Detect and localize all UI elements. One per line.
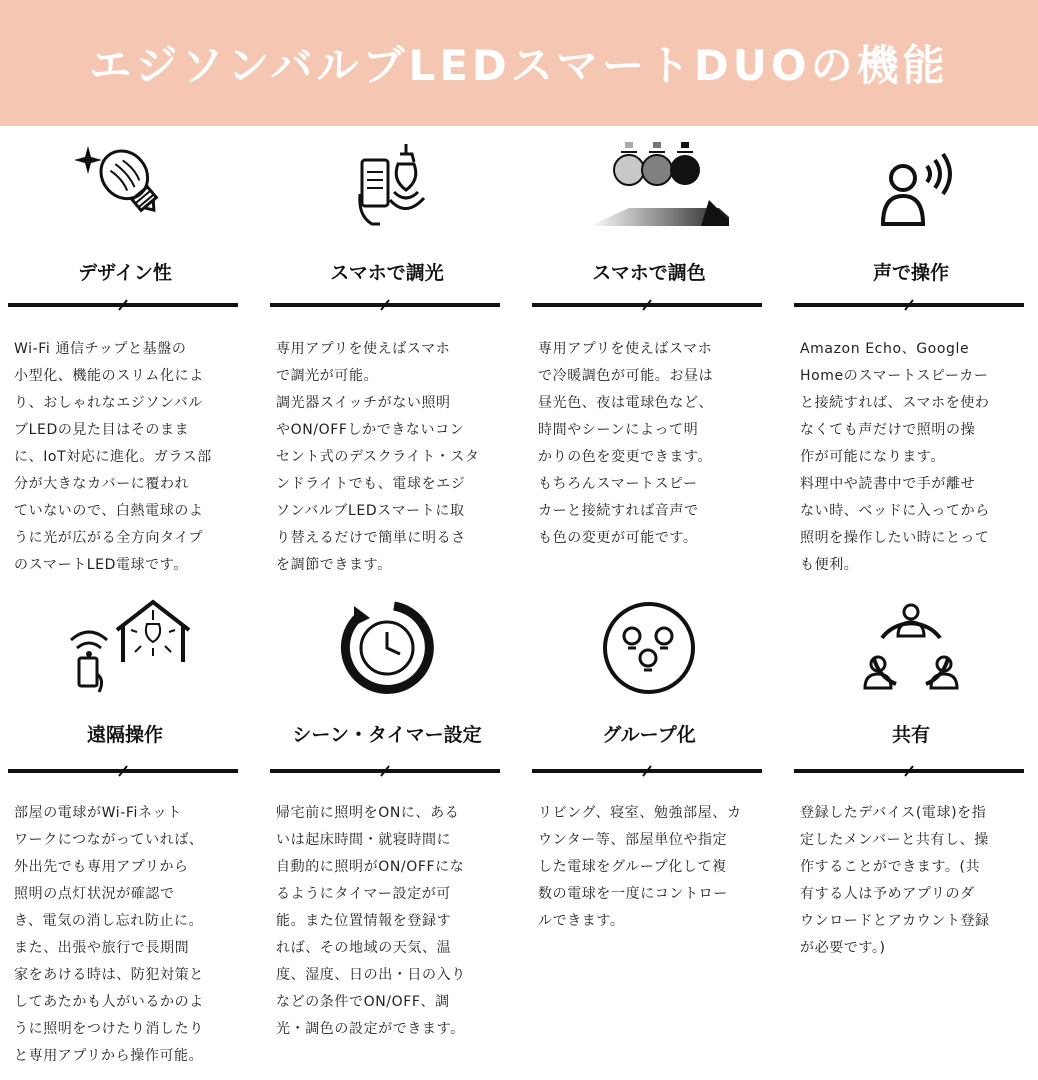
feature-description: 部屋の電球がWi-Fiネット ワークにつながっていれば、 外出先でも専用アプリから 照明の点灯状況が確認で き、電気の消し忘れ防止に。 また、出張や旅行で長期間 家をあける時は、防犯対策と してあたかも人がいるかのよ うに照明をつけたり消したり と専用アプリから操作可能。 <box>14 805 204 1064</box>
feature-title: スマホで調色 <box>592 262 706 284</box>
section-divider <box>8 298 238 312</box>
section-divider <box>8 764 238 778</box>
feature-description: 帰宅前に照明をONに、ある いは起床時間・就寝時間に 自動的に照明がON/OFFにな るようにタイマー設定が可 能。また位置情報を登録す れば、その地域の天気、温 度、湿度、日の出・日の入り などの条件でON/OFF、調 光・調色の設定ができます。 <box>276 805 466 1037</box>
remote-home-wifi-icon <box>14 596 236 706</box>
section-divider <box>794 764 1024 778</box>
feature-description: Amazon Echo、Google Homeのスマートスピーカー と接続すれば、スマホを使わ なくても声だけで照明の操 作が可能になります。 料理中や読書中で手が離せ ない時、ベッドに入ってから 照明を操作したい時にとって も便利。 <box>800 341 990 573</box>
color-bulbs-gradient-icon <box>538 138 760 248</box>
design-bulb-sparkle-icon <box>14 140 236 250</box>
feature-description: 登録したデバイス(電球)を指 定したメンバーと共有し、操 作することができます。(共 有する人は予めアプリのダ ウンロードとアカウント登録 が必要です。) <box>800 805 990 956</box>
feature-description: 専用アプリを使えばスマホ で調光が可能。 調光器スイッチがない照明 やON/OFFしかできないコン セント式のデスクライト・スタ ンドライトでも、電球をエジ ソンバルブLEDスマートに取 り替えるだけで簡単に明るさ を調節できます。 <box>276 341 480 573</box>
feature-description: リビング、寝室、勉強部屋、カ ウンター等、部屋単位や指定 した電球をグループ化して複 数の電球を一度にコントロー ルできます。 <box>538 805 742 929</box>
page-title: エジソンバルブLEDスマートDUOの機能 <box>89 41 949 90</box>
feature-title: デザイン性 <box>78 262 172 284</box>
group-bulbs-icon <box>538 598 760 708</box>
section-divider <box>794 298 1024 312</box>
clock-timer-icon <box>276 598 498 708</box>
section-divider <box>532 764 762 778</box>
voice-control-icon <box>800 144 1022 254</box>
section-divider <box>270 298 500 312</box>
feature-description: 専用アプリを使えばスマホ で冷暖調色が可能。お昼は 昼光色、夜は電球色など、 時間やシーンによって明 かりの色を変更できます。 もちろんスマートスピー カーと接続すれば音声で も色の変更が可能です。 <box>538 341 714 546</box>
feature-title: 声で操作 <box>872 262 949 284</box>
section-divider <box>270 764 500 778</box>
feature-title: 遠隔操作 <box>86 724 163 746</box>
header-banner <box>0 0 1038 126</box>
feature-title: 共有 <box>891 724 930 746</box>
feature-title: シーン・タイマー設定 <box>292 724 482 746</box>
section-divider <box>532 298 762 312</box>
feature-title: スマホで調光 <box>330 262 444 284</box>
feature-title: グループ化 <box>602 724 696 746</box>
smartphone-dimming-icon <box>276 140 498 250</box>
feature-description: Wi-Fi 通信チップと基盤の 小型化、機能のスリム化によ り、おしゃれなエジソンバル ブLEDの見た目はそのまま に、IoT対応に進化。ガラス部 分が大きなカバーに覆われ ていないので、白熱電球のよ うに光が広がる全方向タイプ のスマートLED電球です。 <box>14 341 212 573</box>
share-people-icon <box>800 598 1022 708</box>
